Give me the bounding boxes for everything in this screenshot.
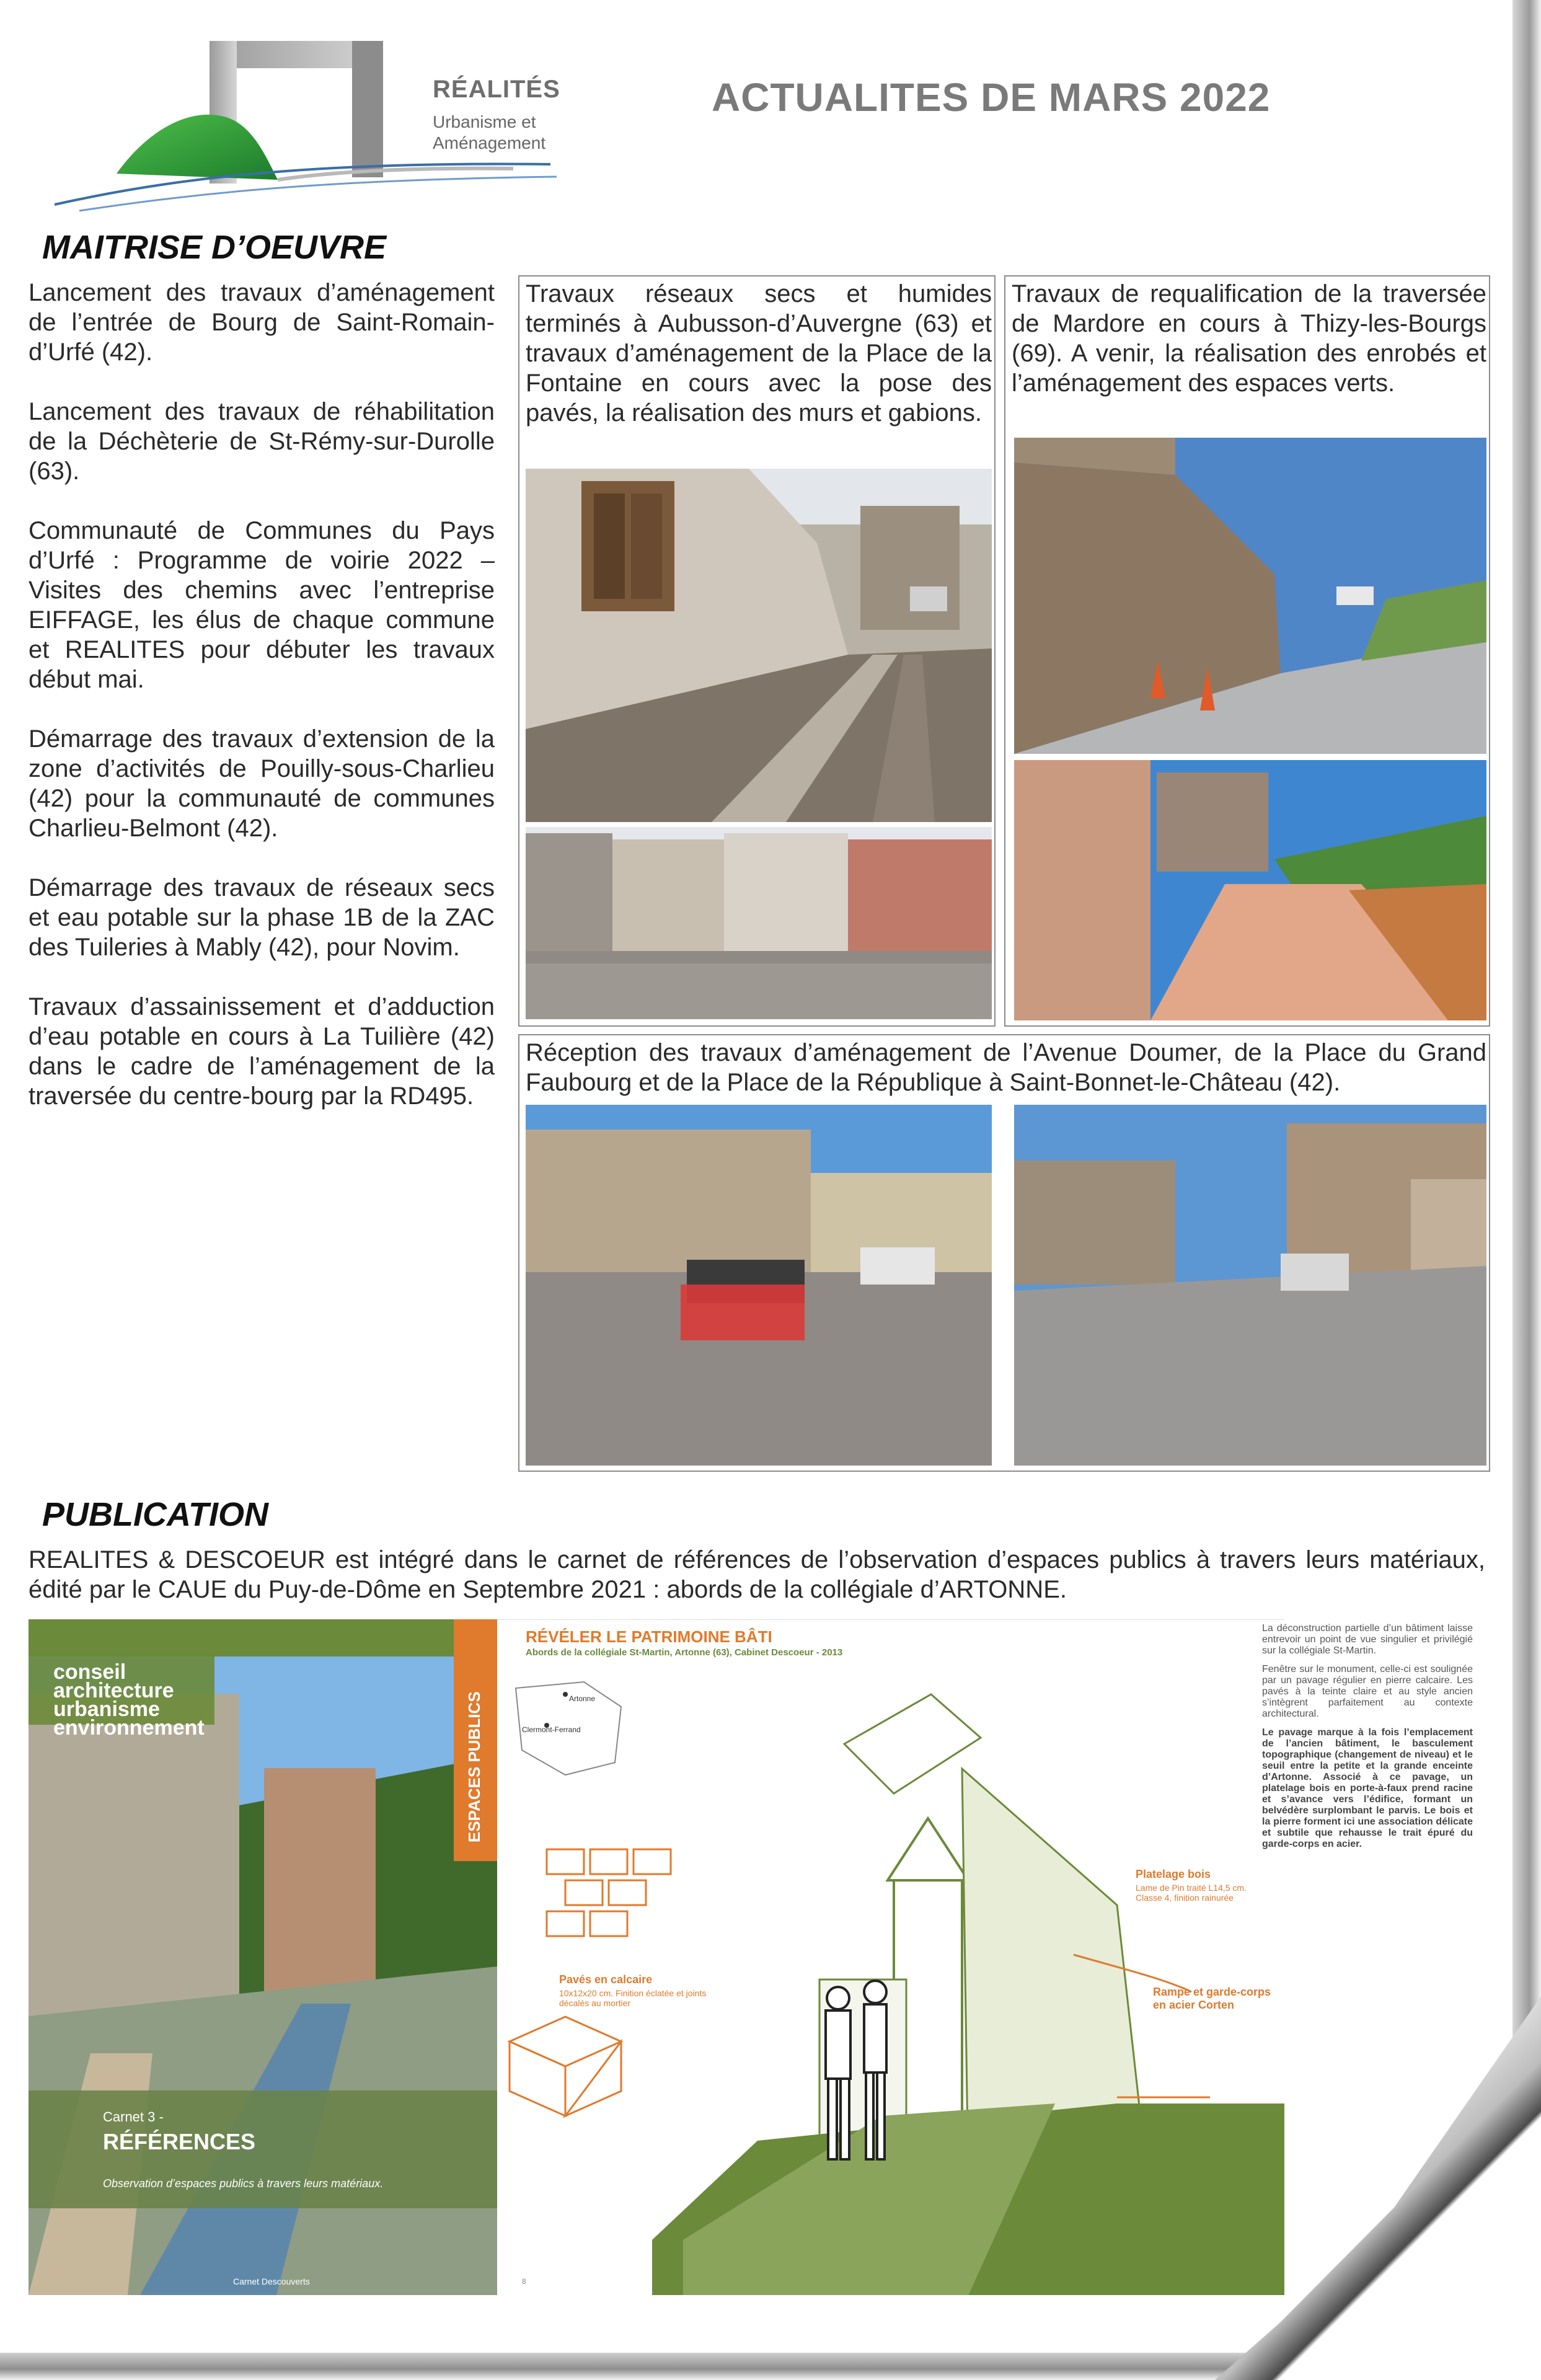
booklet-note-3: Le pavage marque à la fois l’emplacement de l’ancien bâtiment, le basculement topographique (changement de niveau) et le seuil entre la petite et la grande enceinte d’Artonne. Associé à ce pavage, un platelage bois en porte-à-faux prend racine et s’avance vers l’édifice, formant un belvédère surplombant le parvis. Le bois et la pierre forment ici une association délicate et subtile que rehausse le trait épuré du garde-corps en acier. [1262, 1727, 1473, 1849]
page-title: ACTUALITES DE MARS 2022 [712, 75, 1271, 120]
news-item: Démarrage des travaux d’extension de la zone d’activités de Pouilly-sous-Charlieu (42) pour la communauté de communes Charlieu-Belmont (42). [29, 725, 495, 842]
photo-aubusson-gabions [526, 827, 992, 1019]
cover-panel [29, 2090, 497, 2208]
booklet-note-1: La déconstruction partielle d’un bâtiment laisse entrevoir un point de vue singulier et privilégié sur la collégiale St-Martin. [1262, 1623, 1473, 1656]
photo-doumer-avenue [1014, 1105, 1486, 1466]
logo-title: RÉALITÉS [433, 76, 560, 103]
news-item: Communauté de Communes du Pays d’Urfé : Programme de voirie 2022 – Visites des chemins avec l’entreprise EIFFAGE, les élus de chaque commune et REALITES pour débuter les travaux début mai. [29, 517, 495, 693]
photo-doumer-square [526, 1105, 992, 1466]
cover-brand-line-1: conseil [53, 1660, 126, 1684]
cover-brand [53, 1660, 205, 1740]
cover-references: RÉFÉRENCES [103, 2129, 256, 2154]
cover-brand-line-4: environnement [53, 1716, 205, 1740]
cover-carnet: Carnet 3 - [103, 2109, 164, 2125]
map-label-artonne: Artonne [569, 1694, 596, 1703]
booklet-page-title: RÉVÉLER LE PATRIMOINE BÂTI [526, 1627, 772, 1646]
news-item: Démarrage des travaux de réseaux secs et eau potable sur la phase 1B de la ZAC des Tuileries à Mably (42), pour Novim. [29, 874, 495, 961]
label-platelage: Platelage bois [1136, 1868, 1211, 1880]
label-paves-detail: 10x12x20 cm. Finition éclatée et joints décalés au mortier [559, 1988, 707, 2008]
news-item: Lancement des travaux d’aménagement de l’entrée de Bourg de Saint-Romain-d’Urfé (42). [29, 279, 495, 366]
booklet-cover [29, 1619, 497, 2295]
maitrise-list [29, 278, 495, 1141]
cover-brand-line-3: urbanisme [53, 1697, 160, 1721]
booklet-page-subtitle: Abords de la collégiale St-Martin, Artonne (63), Cabinet Descoeur - 2013 [526, 1647, 843, 1658]
publication-heading: PUBLICATION [42, 1496, 268, 1533]
realites-logo [42, 37, 569, 217]
label-paves: Pavés en calcaire [559, 1973, 653, 1986]
photo-aubusson-street [526, 469, 992, 822]
label-platelage-detail: Lame de Pin traité L14,5 cm. Classe 4, finition rainurée [1136, 1883, 1247, 1903]
news-item: Lancement des travaux de réhabilitation de la Déchèterie de St-Rémy-sur-Durolle (63). [29, 398, 495, 485]
card-mardore-text: Travaux de requalification de la traversée de Mardore en cours à Thizy-les-Bourgs (69). A venir, la réalisation des enrobés et l’aménagement des espaces verts. [1012, 280, 1486, 397]
photo-mardore-street [1014, 438, 1486, 754]
news-item: Travaux d’assainissement et d’adduction d’eau potable en cours à La Tuilière (42) dans le cadre de l’aménagement de la traversée du centre-bourg par la RD495. [29, 993, 495, 1110]
cover-brand-line-2: architecture [53, 1679, 174, 1702]
cover-footer: Carnet Descouverts [233, 2276, 310, 2286]
label-rampe: Rampe et garde-corps en acier Corten [1153, 1986, 1271, 2011]
maitrise-heading: MAITRISE D’OEUVRE [42, 229, 387, 266]
card-doumer-text: Réception des travaux d’aménagement de l’Avenue Doumer, de la Place du Grand Faubourg et de la Place de la République à Saint-Bonnet-le-Château (42). [526, 1039, 1486, 1096]
booklet-notes [1262, 1623, 1473, 1857]
map-label-clermont: Clermont-Ferrand [522, 1725, 581, 1734]
booklet-page-number: 8 [522, 2277, 526, 2286]
cover-tab-label: ESPACES PUBLICS [465, 1691, 483, 1843]
publication-text: REALITES & DESCOEUR est intégré dans le carnet de références de l’observation d’espaces publics à travers leurs matériaux, édité par le CAUE du Puy-de-Dôme en Septembre 2021 : abords de la collégiale d’ARTONNE. [29, 1546, 1485, 1603]
photo-mardore-sidewalk [1014, 760, 1486, 1020]
booklet-page [497, 1619, 1284, 2295]
logo-subtitle [433, 112, 594, 154]
logo-subtitle-line-1: Urbanisme et [433, 112, 536, 131]
card-aubusson-text: Travaux réseaux secs et humides terminés à Aubusson-d’Auvergne (63) et travaux d’aménagement de la Place de la Fontaine en cours avec la pose des pavés, la réalisation des murs et gabions. [526, 280, 992, 427]
cover-observation: Observation d’espaces publics à travers leurs matériaux. [103, 2177, 384, 2190]
booklet-note-2: Fenêtre sur le monument, celle-ci est soulignée par un pavage régulier en pierre calcaire. Les pavés à la teinte claire et au style ancien s’intègrent parfaitement au contexte architectural. [1262, 1664, 1473, 1719]
logo-subtitle-line-2: Aménagement [433, 133, 546, 153]
